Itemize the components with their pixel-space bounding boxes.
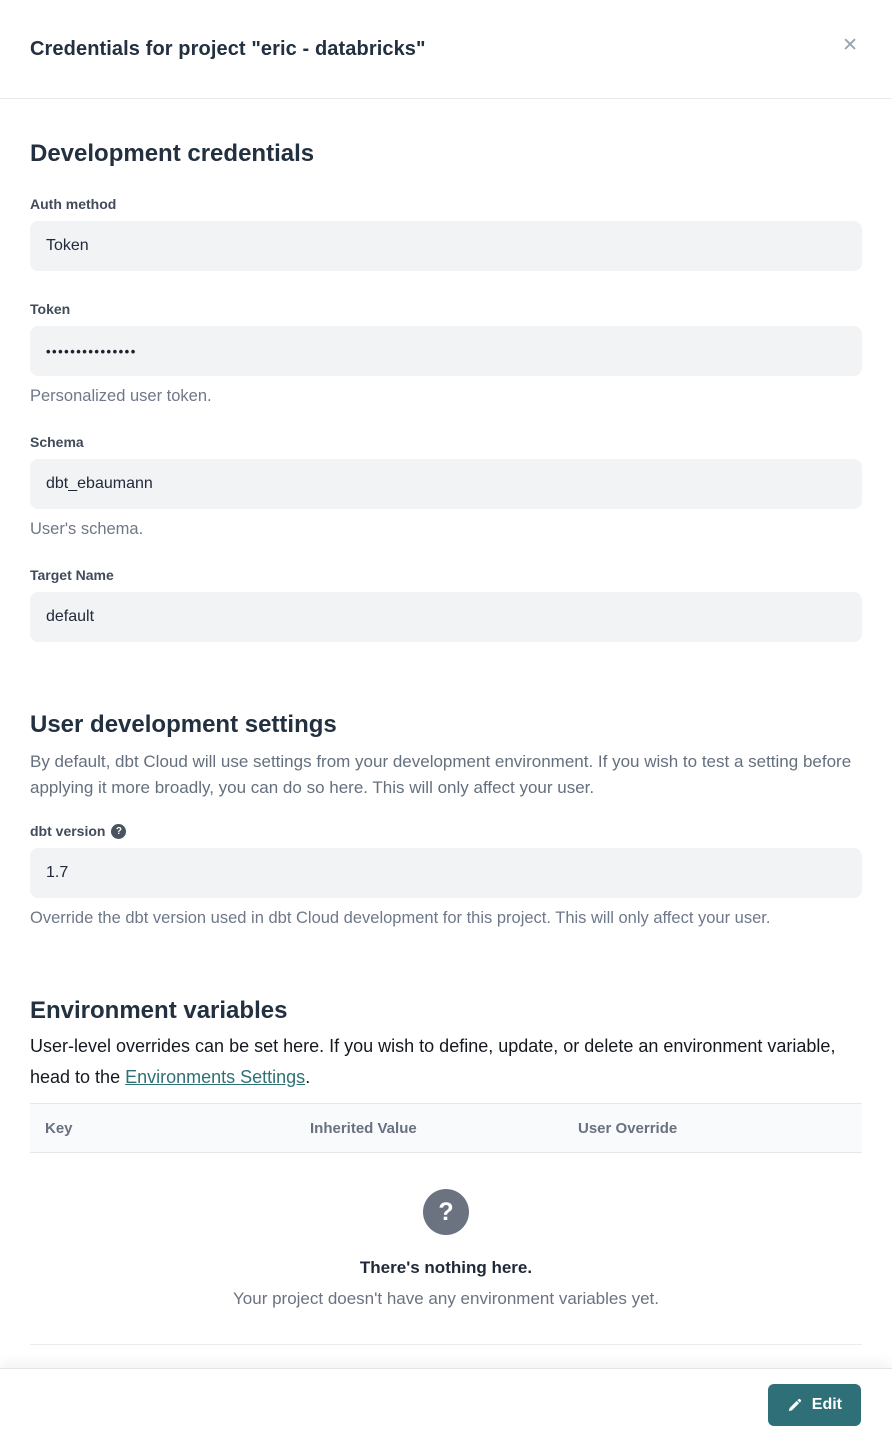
user-development-settings-heading: User development settings [30,711,337,738]
development-credentials-heading: Development credentials [30,140,315,167]
user-development-settings-description: By default, dbt Cloud will use settings from your development environment. If you wish to test a setting before applying it more broadly, you can do so here. This will only affect your user. [30,752,852,797]
token-label: Token [30,301,71,317]
modal-title: Credentials for project "eric - databricks" [30,37,426,60]
auth-method-input[interactable]: Token [30,221,862,271]
schema-help-text: User's schema. [30,520,144,538]
schema-input[interactable]: dbt_ebaumann [30,459,862,509]
auth-method-label: Auth method [30,196,117,212]
auth-method-field-group [30,196,862,271]
target-name-label: Target Name [30,567,114,583]
schema-label: Schema [30,434,84,450]
edit-button[interactable] [768,1384,861,1426]
section-environment-variables [30,996,862,1345]
close-icon[interactable]: ✕ [838,32,862,59]
empty-state-subtitle: Your project doesn't have any environment variables yet. [233,1289,659,1308]
environments-settings-link[interactable]: Environments Settings [125,1067,306,1087]
modal-footer [0,1368,892,1441]
env-vars-table-header [30,1103,862,1153]
env-description-after-link: . [305,1067,311,1087]
column-header-key: Key [45,1119,73,1137]
target-name-input[interactable]: default [30,592,862,642]
question-mark-icon: ? [423,1189,469,1235]
dbt-version-field-group [30,823,862,928]
dbt-version-label [30,823,862,839]
modal-header [0,0,892,99]
edit-button-label: Edit [811,1396,842,1413]
column-header-inherited-value: Inherited Value [310,1119,417,1137]
env-vars-empty-state [30,1153,862,1345]
token-field-group [30,301,862,406]
column-header-user-override: User Override [578,1119,678,1137]
dbt-version-help-text: Override the dbt version used in dbt Cloud development for this project. This will only affect your user. [30,909,771,927]
dbt-version-input[interactable]: 1.7 [30,848,862,898]
schema-field-group [30,434,862,539]
dbt-version-label-text: dbt version [30,823,106,839]
env-description-before-link: User-level overrides can be set here. If you wish to define, update, or delete an environment variable, head to the [30,1036,836,1087]
question-circle-icon[interactable]: ? [111,824,126,839]
token-input[interactable]: ••••••••••••••• [30,326,862,376]
section-development-credentials [30,139,862,642]
target-name-field-group [30,567,862,642]
empty-state-title: There's nothing here. [359,1258,533,1277]
token-help-text: Personalized user token. [30,387,212,405]
environment-variables-description [30,1031,862,1093]
section-user-development-settings [30,710,862,928]
pencil-icon [787,1398,802,1413]
modal-body [0,99,892,1368]
environment-variables-heading: Environment variables [30,997,288,1024]
